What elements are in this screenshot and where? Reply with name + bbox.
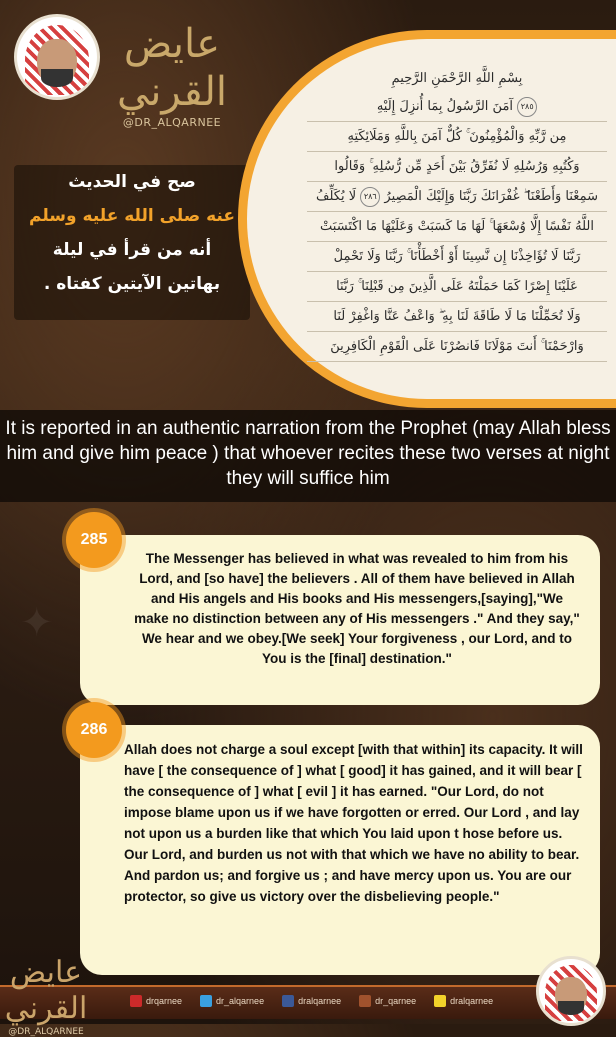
quran-line: مِن رَّبِّهِ وَالْمُؤْمِنُونَ ۚ كُلٌّ آمَنَ بِاللَّهِ وَمَلَائِكَتِهِ — [307, 122, 607, 152]
beard-shape — [41, 69, 73, 87]
social-facebook[interactable]: dralqarnee — [282, 995, 341, 1007]
verse-number-badge: 285 — [66, 512, 122, 568]
english-summary: It is reported in an authentic narration from the Prophet (may Allah bless him and give him peace ) that whoever recites these two verses at night they will suffice him — [0, 410, 616, 502]
social-youtube[interactable]: drqarnee — [130, 995, 182, 1007]
quran-line: سَمِعْنَا وَأَطَعْنَا ۖ غُفْرَانَكَ رَبَّنَا وَإِلَيْكَ الْمَصِيرُ ٢٨٦ لَا يُكَلِّفُ — [307, 182, 607, 212]
quran-line: وَارْحَمْنَا ۚ أَنتَ مَوْلَانَا فَانصُرْنَا عَلَى الْقَوْمِ الْكَافِرِينَ — [307, 332, 607, 362]
twitter-icon — [200, 995, 212, 1007]
hadith-line-1: صح في الحديث — [68, 172, 196, 192]
brand-logo — [112, 20, 232, 129]
social-snapchat[interactable]: dralqarnee — [434, 995, 493, 1007]
watermark: ✦ — [20, 600, 54, 646]
footer-logo-script: عايض القرني — [4, 955, 88, 1026]
basmala: بِسْمِ اللَّهِ الرَّحْمَنِ الرَّحِيمِ — [391, 71, 523, 86]
hadith-line-2: عنه صلى الله عليه وسلم — [29, 206, 235, 226]
verse-mark-icon: ٢٨٦ — [360, 187, 380, 207]
footer-logo-handle: @DR_ALQARNEE — [8, 1027, 84, 1037]
quran-line: رَبَّنَا لَا تُؤَاخِذْنَا إِن نَّسِينَا أَوْ أَخْطَأْنَا ۚ رَبَّنَا وَلَا تَحْمِلْ — [307, 242, 607, 272]
social-instagram[interactable]: dr_qarnee — [359, 995, 416, 1007]
quran-line: وَلَا تُحَمِّلْنَا مَا لَا طَاقَةَ لَنَا بِهِ ۖ وَاعْفُ عَنَّا وَاغْفِرْ لَنَا — [307, 302, 607, 332]
verse-number-badge: 286 — [66, 702, 122, 758]
verse-card-286 — [80, 725, 600, 975]
footer-avatar — [536, 956, 606, 1026]
snapchat-icon — [434, 995, 446, 1007]
hadith-line-3: أنه من قرأ في ليلة — [52, 240, 212, 260]
quran-text — [307, 71, 607, 362]
hadith-box — [14, 165, 250, 320]
quran-line: وَكُتُبِهِ وَرُسُلِهِ لَا نُفَرِّقُ بَيْنَ أَحَدٍ مِّن رُّسُلِهِ ۚ وَقَالُوا — [307, 152, 607, 182]
facebook-icon — [282, 995, 294, 1007]
logo-script: عايض القرني — [116, 21, 228, 115]
quran-line: عَلَيْنَا إِصْرًا كَمَا حَمَلْتَهُ عَلَى الَّذِينَ مِن قَبْلِنَا ۚ رَبَّنَا — [307, 272, 607, 302]
hadith-line-4: بهاتين الآيتين كفتاه . — [43, 274, 221, 294]
footer-bar — [0, 985, 616, 1019]
quran-line: ٢٨٥ آمَنَ الرَّسُولُ بِمَا أُنزِلَ إِلَيْهِ — [307, 92, 607, 122]
footer-logo — [0, 955, 92, 1037]
logo-handle: @DR_ALQARNEE — [122, 116, 222, 129]
verse-text: The Messenger has believed in what was revealed to him from his Lord, and [so have] the believers . All of them have believed in Allah and His angels and His books and His messengers,[saying],"We make no distinction between any of His messengers ." And they say," We hear and we obey.[We seek] Your forgiveness , our Lord, and to You is the [final] destination." — [134, 551, 580, 666]
social-twitter[interactable]: dr_alqarnee — [200, 995, 264, 1007]
social-links — [130, 995, 493, 1007]
quran-panel — [238, 30, 616, 408]
author-avatar — [14, 14, 100, 100]
verse-mark-icon: ٢٨٥ — [517, 97, 537, 117]
instagram-icon — [359, 995, 371, 1007]
verse-text: Allah does not charge a soul except [with that within] its capacity. It will have [ the consequence of ] what [ good] it has gained, and it will bear [ the consequence of ] what [ evil ] it has earned. "Our Lord, do not impose blame upon us if we have forgotten or erred. Our Lord , and lay not upon us a burden like that which You laid upon t hose before us. Our Lord, and burden us not with that which we have no ability to bear. And pardon us; and forgive us ; and have mercy upon us. You are our protector, so give us victory over the disbelieving people." — [124, 742, 583, 904]
quran-line: اللَّهُ نَفْسًا إِلَّا وُسْعَهَا ۚ لَهَا مَا كَسَبَتْ وَعَلَيْهَا مَا اكْتَسَبَتْ — [307, 212, 607, 242]
youtube-icon — [130, 995, 142, 1007]
verse-card-285 — [80, 535, 600, 705]
beard-shape — [558, 1001, 584, 1015]
